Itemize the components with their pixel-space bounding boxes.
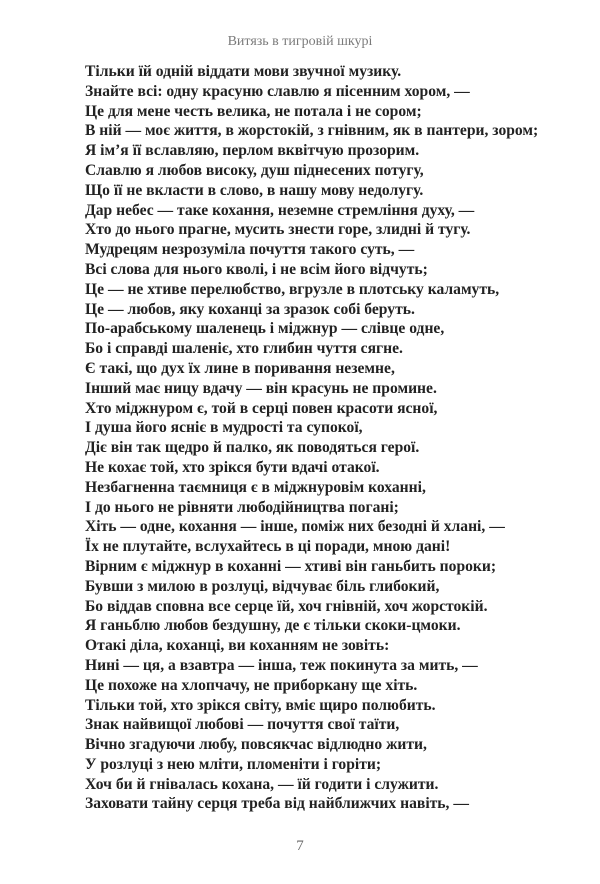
poem-line: Хто до нього прагне, мусить знести горе, злидні й тугу. [85,221,471,239]
poem-line: Є такі, що дух їх лине в поривання неземне, [85,359,395,377]
poem-line: Що її не вкласти в слово, в нашу мову недолугу. [85,181,424,199]
poem-line: Знак найвищої любові — почуття свої таїти, [85,716,400,734]
poem-line: По-арабському шаленець і міджнур — слівце одне, [85,320,445,338]
poem-line: Дар небес — таке кохання, неземне стремління духу, — [85,201,475,219]
poem-line: Бо і справді шаленіє, хто глибин чуття сягне. [85,340,403,358]
poem-line: І до нього не рівняти любодійництва погані; [85,498,399,516]
poem-line: Це — не хтиве перелюбство, вгрузле в плотську каламуть, [85,280,500,298]
poem-line: І душа його ясніє в мудрості та супокої, [85,419,363,437]
page-number: 7 [296,838,304,854]
poem-line: Хіть — одне, кохання — інше, поміж них безодні й хлані, — [85,518,505,536]
poem-line: Це похоже на хлопчачу, не приборкану ще хіть. [85,676,418,694]
poem-line: Славлю я любов високу, душ піднесених потугу, [85,161,424,179]
poem-line: Це — любов, яку коханці за зразок собі беруть. [85,300,415,318]
poem-line: Вірним є міджнур в коханні — хтиві він ганьбить пороки; [85,557,497,575]
poem-line: Я ім’я її вславляю, перлом вквітчую прозорим. [85,142,420,160]
poem-line: Заховати тайну серця треба від найближчих навіть, — [85,795,469,813]
poem-line: Бо віддав сповна все серце їй, хоч гнівній, хоч жорстокій. [85,597,488,615]
poem-line: Тільки їй одній віддати мови звучної музику. [85,63,402,80]
poem-line: Це для мене честь велика, не потала і не сором; [85,102,422,120]
poem-line: Їх не плутайте, вслухайтесь в ці поради, мною дані! [85,538,451,556]
poem-line: Інший має ницу вдачу — він красунь не промине. [85,379,437,397]
poem-line: Нині — ця, а взавтра — інша, теж покинута за мить, — [85,656,478,674]
poem-line: Хоч би й гнівалась кохана, — їй годити і служити. [85,775,439,793]
poem-line: Тільки той, хто зрікся світу, вміє щиро полюбить. [85,696,436,714]
poem-line: Не кохає той, хто зрікся бути вдачі отакої. [85,458,380,476]
poem-text [85,62,585,814]
poem-line: Бувши з милою в розлуці, відчуває біль глибокий, [85,577,440,595]
poem-line: Отакі діла, коханці, ви коханням не зовіть: [85,637,390,655]
poem-line: Мудрецям незрозуміла почуття такого суть, — [85,241,415,259]
poem-line: Я ганьблю любов бездушну, де є тільки скоки-цмоки. [85,617,461,635]
poem-line: Діє він так щедро й палко, як поводяться герої. [85,439,420,457]
running-header-title: Витязь в тигровій шкурі [227,34,373,49]
poem-line: Незбагненна таємниця є в міджнуровім коханні, [85,478,426,496]
poem-line: Всі слова для нього кволі, і не всім його відчуть; [85,260,428,278]
poem-line: У розлуці з нею мліти, пломеніти і горіти; [85,755,382,773]
poem-line: Знайте всі: одну красуню славлю я пісенним хором, — [85,82,470,100]
poem-line: В ній — моє життя, в жорстокій, з гнівним, як в пантери, зором; [85,122,539,140]
poem-line: Вічно згадуючи любу, повсякчас відлюдно жити, [85,736,427,754]
poem-line: Хто міджнуром є, той в серці повен красоти ясної, [85,399,438,417]
